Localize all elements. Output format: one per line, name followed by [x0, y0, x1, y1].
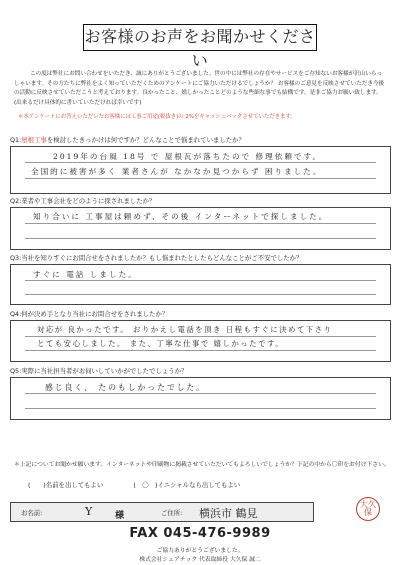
question-1-prefix: Q1: [10, 136, 22, 144]
stamp-text: 大久保 [360, 500, 376, 517]
question-1-highlight: 屋根工事 [21, 136, 47, 144]
option-initial-ok[interactable]: ( 〇 )イニシャルなら出してもよい [133, 481, 241, 489]
answer-5-line-1: 感じ良く、 たのもしかったでした。 [45, 383, 207, 392]
question-4: Q4:何が決め手となり当社にお問合せをされましたか？ [10, 310, 169, 318]
name-value[interactable]: Y [85, 505, 93, 518]
answer-box-2[interactable] [10, 207, 391, 250]
thanks-text: ご協力ありがとうございました。 [156, 548, 244, 554]
consent-options [28, 480, 268, 489]
question-5: Q5:実際に当社担当者がお伺いしていかがでしたでしょうか？ [10, 367, 188, 375]
company-seal-stamp [356, 497, 380, 521]
survey-title: お客様のお声をお聞かせください [83, 24, 317, 51]
fax-number: FAX 045-476-9989 [129, 526, 271, 541]
question-1 [10, 136, 390, 145]
address-label: ご住所: [161, 509, 183, 517]
name-label: お名前: [21, 509, 43, 517]
consent-text: ＊上記についてお聞かせ願います。インターネットや印刷物に掲載させていただいてもよろしいでしょうか？下記の中から〇印をお付け下さい。 [14, 462, 390, 468]
company-line: 株式会社シェアテック 代表取締役 大久保 誠二 [139, 557, 261, 563]
answer-1-line-1: 2019年の台風 18号 で 屋根瓦が落ちたので 修理依頼です。 [53, 152, 323, 161]
answer-1-line-2: 全国的に被害が多く 業者さんが なかなか見つからず 困りました。 [31, 167, 323, 176]
answer-4-line-2: とても安心しました。 また、丁寧な仕事で 嬉しかったです。 [37, 339, 285, 348]
answer-box-4[interactable] [10, 320, 391, 362]
answer-box-1[interactable] [10, 146, 391, 194]
question-2: Q2:業者や工事会社をどのように探されましたか？ [10, 197, 156, 205]
question-3: Q3:当社を知りすぐにお問合せをされましたか？もし悩まれたとしたらどんなことがご不安でしたか？ [10, 254, 303, 262]
answer-box-3[interactable] [10, 264, 391, 305]
address-value[interactable]: 横浜市 鶴見 [199, 507, 258, 520]
answer-3-line-1: すぐに 電話 しました。 [33, 270, 138, 279]
name-address-row [10, 502, 314, 522]
sama-label: 様 [115, 511, 125, 521]
answer-4-line-1: 対応が 良かったです。 おりかえし電話を頂き 日程もすぐに決めて下さり [37, 325, 333, 334]
intro-text: この度は弊社にお問い合わせをいただき、誠にありがとうございました。世の中には弊社の存在やサービスをご存知ないお客様が沢山いらっしゃいます。その方たちに弊社をよく知っていただくためのアンケートにご協力いただけるでしょうか？ お客様のご意見を反映させていただき今後の活動に反映させていただこうと考えております。良かったこと、嬉しかったことどのような些細な事でも結構です。是非ご協力お願い致します。(出来るだけ具体的に書いていただければ幸いです) [14, 71, 385, 106]
answer-box-5[interactable] [10, 377, 391, 420]
answer-2-line-1: 知り合いに 工事屋は頼めず、その後 インターネットで探しました。 [33, 212, 329, 221]
question-1-suffix: を検討したきっかけは何ですか？どんなことで悩まれていましたか？ [46, 136, 245, 144]
cashback-note: ＊本アンケートにお答えいただいたお客様には工事ご用途(税抜き)の 2%をキャッシュバックさせていただきます。 [18, 114, 296, 120]
option-name-ok[interactable]: ( )名前を出してもよい [28, 481, 104, 489]
